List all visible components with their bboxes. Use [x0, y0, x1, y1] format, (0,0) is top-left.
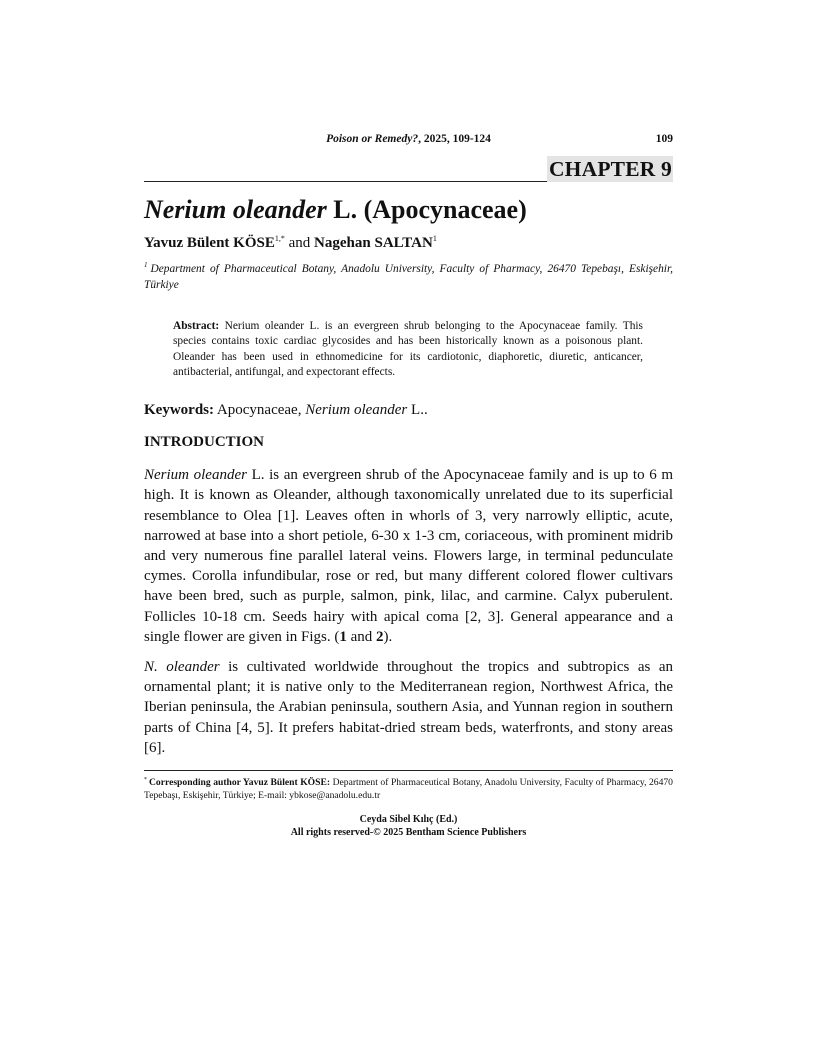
intro-paragraph-2 [144, 657, 673, 758]
author-affiliation-mark: 1 [432, 234, 437, 243]
intro-paragraph-1 [144, 465, 673, 647]
page-number: 109 [655, 133, 673, 145]
author-name: Nagehan SALTAN [314, 235, 433, 251]
chapter-label: CHAPTER 9 [548, 157, 672, 181]
keyword-species: Nerium oleander [305, 402, 408, 419]
keywords-label: Keywords: [144, 402, 214, 419]
author-joiner: and [284, 235, 315, 251]
page [144, 0, 673, 879]
affiliation [144, 257, 673, 293]
chapter-title [144, 194, 673, 226]
footnote-text: Department of Pharmaceutical Botany, Anadolu University, Faculty of Pharmacy, 26470 Tepebaşı, Eskişehir, Türkiye; E-mail: ybkose@anadolu.edu.tr [144, 777, 673, 801]
paragraph-text: L. is an evergreen shrub of the Apocynaceae family and is up to 6 m high. It is known as Oleander, although taxonomically unrelated due to its superficial resemblance to Olea [1]. Leaves often in whorls of 3, very narrowly elliptic, acute, narrowed at base into a short petiole, 6-30 x 1-3 cm, coriaceous, with prominent midrib and very numerous fine parallel lateral veins. Flowers large, in terminal pedunculate cymes. Corolla infundibular, rose or red, but many different colored flower cultivars have been bred, such as purple, salmon, pink, lilac, and carmine. Calyx puberulent. Follicles 10-18 cm. Seeds hairy with apical coma [2, 3]. General appearance and a single flower are given in Figs. ( [144, 467, 673, 645]
affiliation-mark: 1 [144, 261, 148, 269]
editor-line: Ceyda Sibel Kılıç (Ed.) [359, 814, 458, 826]
journal-volume-pages: , 2025, 109-124 [418, 133, 491, 145]
publisher-block [144, 814, 673, 839]
journal-title: Poison or Remedy? [326, 133, 419, 145]
running-head [144, 131, 673, 147]
keywords [144, 401, 673, 419]
species-name: N. oleander [144, 659, 220, 676]
journal-citation [144, 131, 673, 147]
footnote-mark: * [144, 777, 147, 784]
chapter-label-wrap [144, 156, 673, 181]
author-name: Yavuz Bülent KÖSE [144, 235, 275, 251]
paragraph-text: ). [383, 628, 393, 645]
footnote-label: Corresponding author Yavuz Bülent KÖSE: [149, 777, 331, 789]
title-species: Nerium oleander [144, 195, 327, 224]
section-heading-introduction: INTRODUCTION [144, 434, 265, 451]
paragraph-text: is cultivated worldwide throughout the tropics and subtropics as an ornamental plant; it is native only to the Mediterranean region, Northwest Africa, the Iberian peninsula, the Arabian peninsula, southern Asia, and Yunnan region in southern parts of China [4, 5]. It prefers habitat-dried stream beds, waterfronts, and stony areas [6]. [144, 659, 673, 756]
abstract-label: Abstract: [173, 320, 220, 332]
affiliation-text: Department of Pharmaceutical Botany, Anadolu University, Faculty of Pharmacy, 26470 Tepebaşı, Eskişehir, Türkiye [144, 263, 673, 291]
title-rest: L. (Apocynaceae) [326, 195, 527, 224]
paragraph-text: and [346, 628, 377, 645]
footnote [144, 774, 673, 802]
author-affiliation-mark: 1,* [274, 234, 285, 243]
abstract-text: Nerium oleander L. is an evergreen shrub belonging to the Apocynaceae family. This species contains toxic cardiac glycosides and has been historically known as a poisonous plant. Oleander has been used in ethnomedicine for its cardiotonic, diaphoretic, diuretic, anticancer, antibacterial, antifungal, and expectorant effects. [173, 320, 643, 378]
keyword-plain: Apocynaceae, [214, 402, 306, 419]
species-name: Nerium oleander [144, 467, 247, 484]
author-line [144, 234, 673, 252]
keyword-tail: L.. [407, 402, 428, 419]
rights-line: All rights reserved-© 2025 Bentham Science Publishers [290, 826, 527, 838]
figure-ref-1[interactable]: 1 [339, 628, 347, 645]
abstract [173, 319, 643, 380]
figure-ref-2[interactable]: 2 [376, 628, 384, 645]
footnote-rule [144, 770, 673, 771]
